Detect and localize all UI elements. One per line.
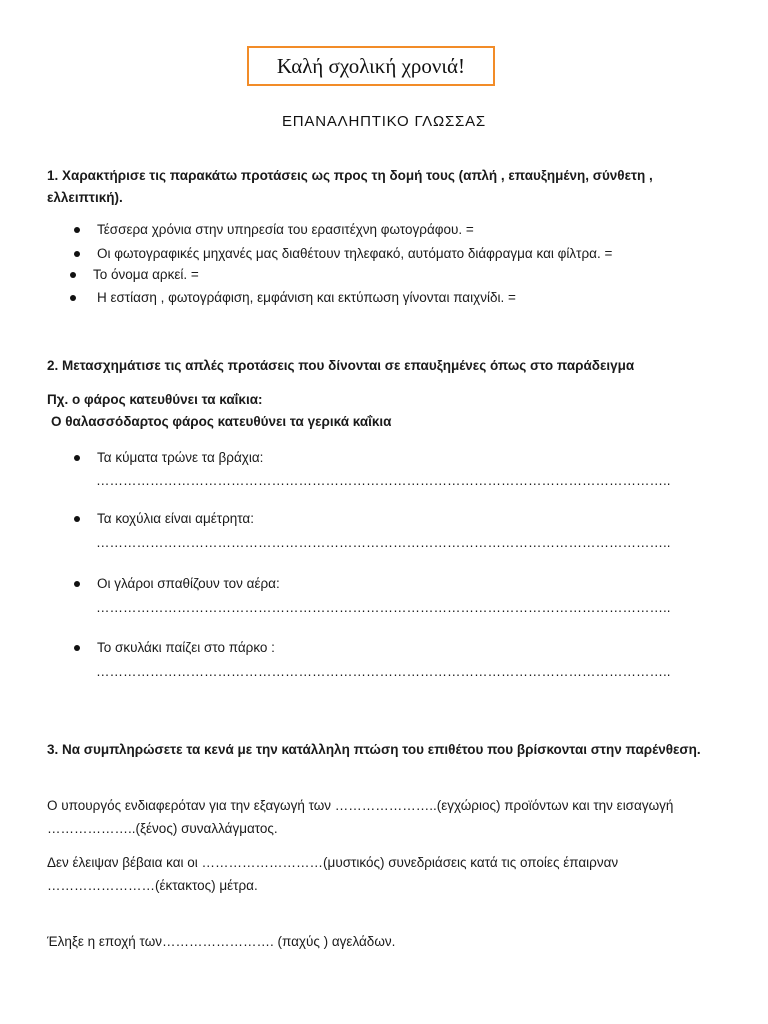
question-3-paragraph-1: Ο υπουργός ενδιαφερόταν για την εξαγωγή των …………………..(εγχώριος) προϊόντων και την εισαγωγή ………………..(ξένος) συναλλάγματος.: [47, 798, 674, 836]
bullet-icon: [74, 251, 80, 257]
list-item-text: Το όνομα αρκεί. =: [93, 267, 199, 282]
list-item-text: Το σκυλάκι παίζει στο πάρκο :: [97, 640, 275, 655]
bullet-icon: [74, 227, 80, 233]
question-2-example-line2: Ο θαλασσόδαρτος φάρος κατευθύνει τα γερικά καΐκια: [51, 414, 392, 429]
answer-blank-line[interactable]: ………………………………………………………………………………………………………………..: [96, 600, 671, 615]
question-1-title: 1. Χαρακτήρισε τις παρακάτω προτάσεις ως προς τη δομή τους (απλή , επαυξημένη, σύνθετη , ελλειπτική).: [47, 168, 653, 205]
answer-blank-line[interactable]: ………………………………………………………………………………………………………………..: [96, 473, 671, 488]
list-item-text: Η εστίαση , φωτογράφιση, εμφάνιση και εκτύπωση γίνονται παιχνίδι. =: [97, 290, 516, 305]
answer-blank-line[interactable]: ………………………………………………………………………………………………………………..: [96, 664, 671, 679]
question-3-title: 3. Να συμπληρώσετε τα κενά με την κατάλληλη πτώση του επιθέτου που βρίσκονται στην παρένθεση.: [47, 742, 701, 757]
bullet-icon: [70, 272, 76, 278]
list-item-text: Τα κύματα τρώνε τα βράχια:: [97, 450, 264, 465]
bullet-icon: [70, 295, 76, 301]
question-2-example-line1: Πχ. ο φάρος κατευθύνει τα καΐκια:: [47, 392, 263, 407]
bullet-icon: [74, 516, 80, 522]
bullet-icon: [74, 455, 80, 461]
list-item-text: Οι γλάροι σπαθίζουν τον αέρα:: [97, 576, 280, 591]
question-2-title: 2. Μετασχημάτισε τις απλές προτάσεις που δίνονται σε επαυξημένες όπως στο παράδειγμα: [47, 358, 635, 373]
bullet-icon: [74, 581, 80, 587]
question-3-paragraph-2: Δεν έλειψαν βέβαια και οι ………………………(μυστικός) συνεδριάσεις κατά τις οποίες έπαιρναν ……………………(έκτακτος) μέτρα.: [47, 855, 619, 893]
list-item-text: Τέσσερα χρόνια στην υπηρεσία του ερασιτέχνη φωτογράφου. =: [97, 222, 474, 237]
page-title-box: [247, 46, 495, 86]
question-3-paragraph-3: Έληξε η εποχή των……………………. (παχύς ) αγελάδων.: [47, 934, 396, 949]
worksheet-heading: ΕΠΑΝΑΛΗΠΤΙΚΟ ΓΛΩΣΣΑΣ: [281, 113, 486, 130]
list-item-text: Τα κοχύλια είναι αμέτρητα:: [97, 511, 254, 526]
list-item-text: Οι φωτογραφικές μηχανές μας διαθέτουν τηλεφακό, αυτόματο διάφραγμα και φίλτρα. =: [97, 246, 613, 261]
page-title: Καλή σχολική χρονιά!: [276, 53, 466, 78]
answer-blank-line[interactable]: ………………………………………………………………………………………………………………..: [96, 535, 671, 550]
bullet-icon: [74, 645, 80, 651]
